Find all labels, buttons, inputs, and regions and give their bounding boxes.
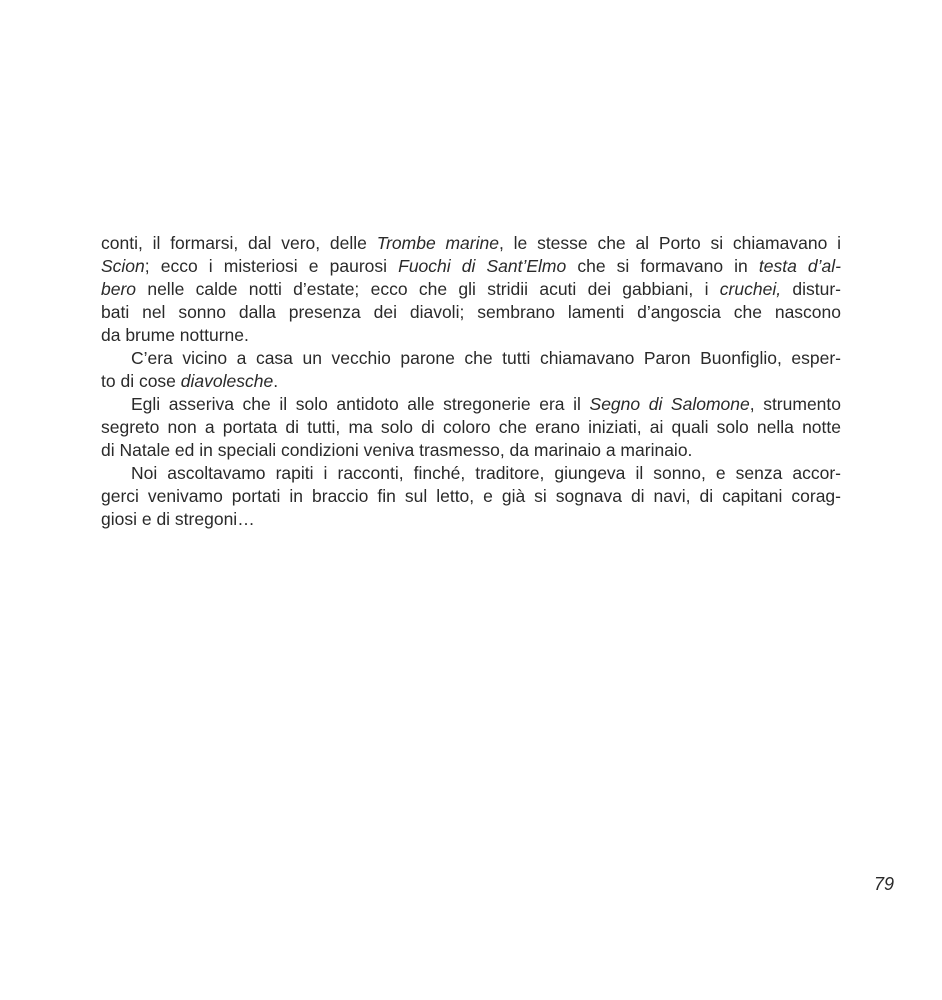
text-line: bati nel sonno dalla presenza dei diavoli; sembrano lamenti d’angoscia che nascono <box>101 302 841 322</box>
text-line: Noi ascoltavamo rapiti i racconti, finché, traditore, giungeva il sonno, e senza accor- <box>131 463 841 483</box>
italic-term: testa d’al- <box>758 256 841 276</box>
italic-term: bero <box>101 279 137 299</box>
italic-term: Trombe marine <box>376 233 499 253</box>
text-line: C’era vicino a casa un vecchio parone che tutti chiamavano Paron Buonfiglio, esper- <box>131 348 841 368</box>
italic-term: cruchei, <box>719 279 782 299</box>
page-number: 79 <box>874 874 895 894</box>
italic-term: Scion <box>101 256 145 276</box>
text-line: segreto non a portata di tutti, ma solo di coloro che erano iniziati, ai quali solo nella notte <box>101 417 841 437</box>
text-line: conti, il formarsi, dal vero, delle Trombe marine, le stesse che al Porto si chiamavano i <box>101 233 841 253</box>
italic-term: Segno di Salomone <box>589 394 750 414</box>
text-line: Scion; ecco i misteriosi e paurosi Fuochi di Sant’Elmo che si formavano in testa d’al- <box>101 256 841 276</box>
text-line: da brume notturne. <box>101 325 249 345</box>
italic-term: Fuochi di Sant’Elmo <box>398 256 567 276</box>
text-line: gerci venivamo portati in braccio fin sul letto, e già si sognava di navi, di capitani corag- <box>101 486 841 506</box>
text-line: Egli asseriva che il solo antidoto alle stregonerie era il Segno di Salomone, strumento <box>131 394 841 414</box>
text-line: di Natale ed in speciali condizioni veniva trasmesso, da marinaio a marinaio. <box>101 440 693 460</box>
text-line: bero nelle calde notti d’estate; ecco che gli stridii acuti dei gabbiani, i cruchei, distur- <box>101 279 841 299</box>
body-text <box>101 232 841 531</box>
text-line: to di cose diavolesche. <box>101 371 279 391</box>
italic-term: diavolesche <box>180 371 274 391</box>
text-line: giosi e di stregoni… <box>101 509 255 529</box>
